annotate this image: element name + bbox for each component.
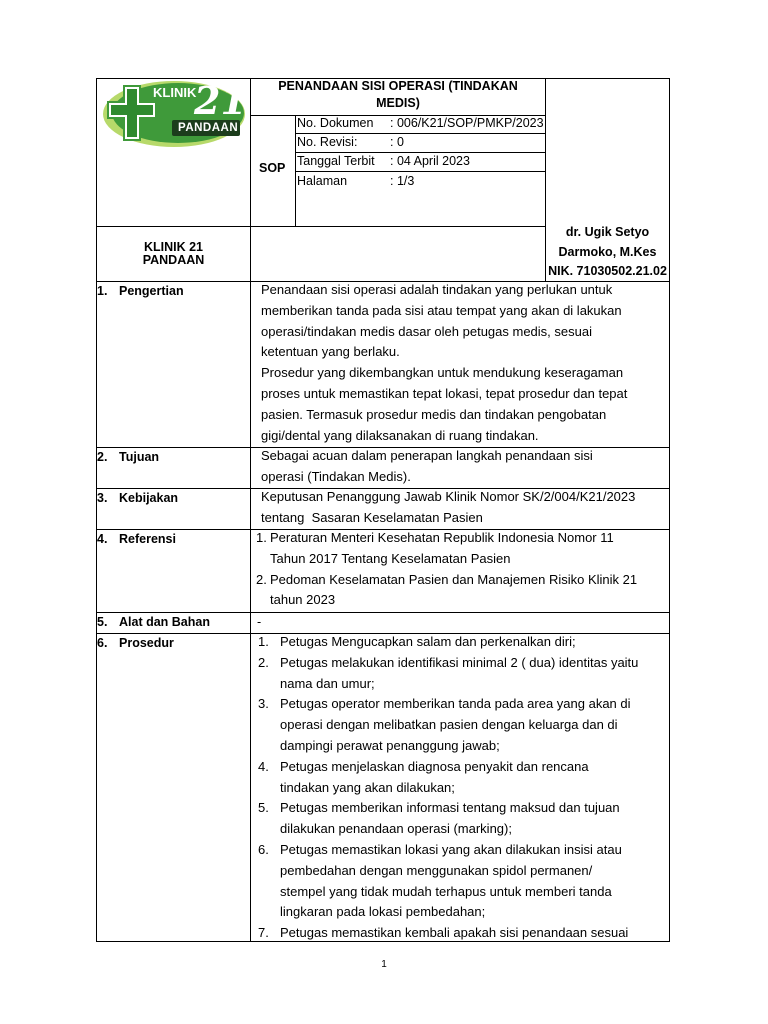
- prosedur-step-line: stempel yang tidak mudah terhapus untuk memberi tanda: [280, 883, 612, 899]
- logo-brand-text: KLINIK: [153, 85, 197, 100]
- tujuan-line: operasi (Tindakan Medis).: [261, 468, 411, 484]
- prosedur-step: [258, 632, 662, 653]
- prosedur-step-line: Petugas memastikan lokasi yang akan dilakukan insisi atau: [280, 841, 622, 857]
- clinic-name-line2: PANDAAN: [142, 253, 205, 267]
- referensi-item-line: Peraturan Menteri Kesehatan Republik Indonesia Nomor 11: [270, 530, 614, 545]
- prosedur-step-line: dilakukan penandaan operasi (marking);: [280, 821, 512, 837]
- tujuan-line: Sebagai acuan dalam penerapan langkah penandaan sisi: [261, 448, 593, 463]
- referensi-item: [256, 570, 662, 612]
- prosedur-step-number: 7.: [258, 925, 269, 941]
- section-3-title: Kebijakan: [119, 491, 179, 505]
- referensi-item-line: tahun 2023: [270, 592, 336, 608]
- revision-label: No. Revisi:: [297, 135, 358, 149]
- prosedur-step-line: tindakan yang akan dilakukan;: [280, 779, 455, 795]
- prosedur-step-line: Petugas Mengucapkan salam dan perkenalkan diri;: [280, 634, 576, 649]
- referensi-item-number: 2.: [256, 571, 267, 587]
- referensi-item: [256, 528, 662, 570]
- section-6-number: 6.: [97, 636, 108, 650]
- prosedur-step-line: Petugas operator memberikan tanda pada area yang akan di: [280, 696, 631, 712]
- signatory-nik: NIK. 71030502.21.02: [548, 264, 667, 278]
- page-number: 1: [381, 959, 387, 970]
- prosedur-step: [258, 840, 662, 923]
- section-1-title: Pengertian: [119, 284, 184, 298]
- kebijakan-line: tentang Sasaran Keselamatan Pasien: [261, 509, 483, 525]
- pengertian-line: memberikan tanda pada sisi atau tempat yang akan di lakukan: [261, 302, 622, 318]
- prosedur-step-line: lingkaran pada lokasi pembedahan;: [280, 904, 486, 920]
- prosedur-step-line: nama dan umur;: [280, 675, 375, 691]
- prosedur-step: [258, 798, 662, 840]
- issue-date-label: Tanggal Terbit: [297, 154, 375, 168]
- revision-value: : 0: [390, 135, 404, 149]
- prosedur-step-line: Petugas melakukan identifikasi minimal 2 ( dua) identitas yaitu: [280, 654, 639, 670]
- pengertian-text: [261, 280, 662, 446]
- prosedur-step-number: 5.: [258, 800, 269, 816]
- pengertian-line: Prosedur yang dikembangkan untuk mendukung keseragaman: [261, 365, 624, 381]
- pengertian-line: proses untuk memastikan tepat lokasi, tepat prosedur dan tepat: [261, 385, 628, 401]
- page-value: : 1/3: [390, 174, 415, 188]
- doc-number-label: No. Dokumen: [297, 116, 374, 130]
- prosedur-step-line: Petugas memberikan informasi tentang maksud dan tujuan: [280, 800, 620, 816]
- section-1-number: 1.: [97, 284, 108, 298]
- section-2-title: Tujuan: [119, 450, 160, 464]
- referensi-item-line: Tahun 2017 Tentang Keselamatan Pasien: [270, 550, 511, 566]
- signatory-name: dr. Ugik Setyo: [565, 225, 650, 239]
- signatory-degree: Darmoko, M.Kes: [558, 245, 657, 259]
- prosedur-step-number: 3.: [258, 696, 269, 712]
- doc-number-value: : 006/K21/SOP/PMKP/2023: [390, 116, 544, 130]
- prosedur-step-line: dampingi perawat penanggung jawab;: [280, 737, 500, 753]
- alat-bahan-value: -: [257, 615, 262, 629]
- referensi-list: [256, 528, 662, 611]
- document-title-line1: PENANDAAN SISI OPERASI (TINDAKAN: [278, 79, 518, 93]
- section-6-title: Prosedur: [119, 636, 174, 650]
- referensi-item-number: 1.: [256, 530, 267, 545]
- kebijakan-line: Keputusan Penanggung Jawab Klinik Nomor SK/2/004/K21/2023: [261, 489, 636, 504]
- logo-number-text: 21: [194, 78, 247, 123]
- sop-label: SOP: [259, 161, 286, 175]
- logo-location-text: PANDAAN: [178, 122, 239, 134]
- prosedur-step-number: 2.: [258, 654, 269, 670]
- section-4-number: 4.: [97, 532, 108, 546]
- prosedur-step: [258, 694, 662, 756]
- prosedur-list: [258, 632, 662, 944]
- prosedur-step: [258, 757, 662, 799]
- page-label: Halaman: [297, 174, 348, 188]
- section-3-number: 3.: [97, 491, 108, 505]
- pengertian-line: operasi/tindakan medis dasar oleh petugas medis, sesuai: [261, 323, 592, 339]
- pengertian-line: gigi/dental yang dilaksanakan di ruang tindakan.: [261, 427, 539, 443]
- kebijakan-text: [261, 487, 662, 529]
- section-4-title: Referensi: [119, 532, 176, 546]
- prosedur-step-number: 4.: [258, 758, 269, 774]
- prosedur-step: [258, 923, 662, 944]
- prosedur-step-line: operasi dengan melibatkan pasien dengan keluarga dan di: [280, 717, 618, 733]
- pengertian-line: ketentuan yang berlaku.: [261, 344, 400, 360]
- issue-date-value: : 04 April 2023: [390, 154, 470, 168]
- prosedur-step-number: 1.: [258, 634, 269, 649]
- prosedur-step-line: Petugas memastikan kembali apakah sisi penandaan sesuai: [280, 925, 629, 941]
- section-5-title: Alat dan Bahan: [119, 615, 210, 629]
- section-5-number: 5.: [97, 615, 108, 629]
- clinic-name-line1: KLINIK 21: [143, 240, 204, 254]
- prosedur-step-line: Petugas menjelaskan diagnosa penyakit dan rencana: [280, 758, 589, 774]
- prosedur-step-number: 6.: [258, 841, 269, 857]
- clinic-logo: [102, 80, 248, 148]
- tujuan-text: [261, 446, 662, 488]
- pengertian-line: Penandaan sisi operasi adalah tindakan yang perlukan untuk: [261, 282, 613, 297]
- document-title-line2: MEDIS): [376, 96, 420, 110]
- section-2-number: 2.: [97, 450, 108, 464]
- pengertian-line: pasien. Termasuk prosedur medis dan tindakan pengobatan: [261, 406, 607, 422]
- prosedur-step-line: pembedahan dengan menggunakan spidol permanen/: [280, 862, 593, 878]
- referensi-item-line: Pedoman Keselamatan Pasien dan Manajemen Risiko Klinik 21: [270, 571, 638, 587]
- prosedur-step: [258, 653, 662, 695]
